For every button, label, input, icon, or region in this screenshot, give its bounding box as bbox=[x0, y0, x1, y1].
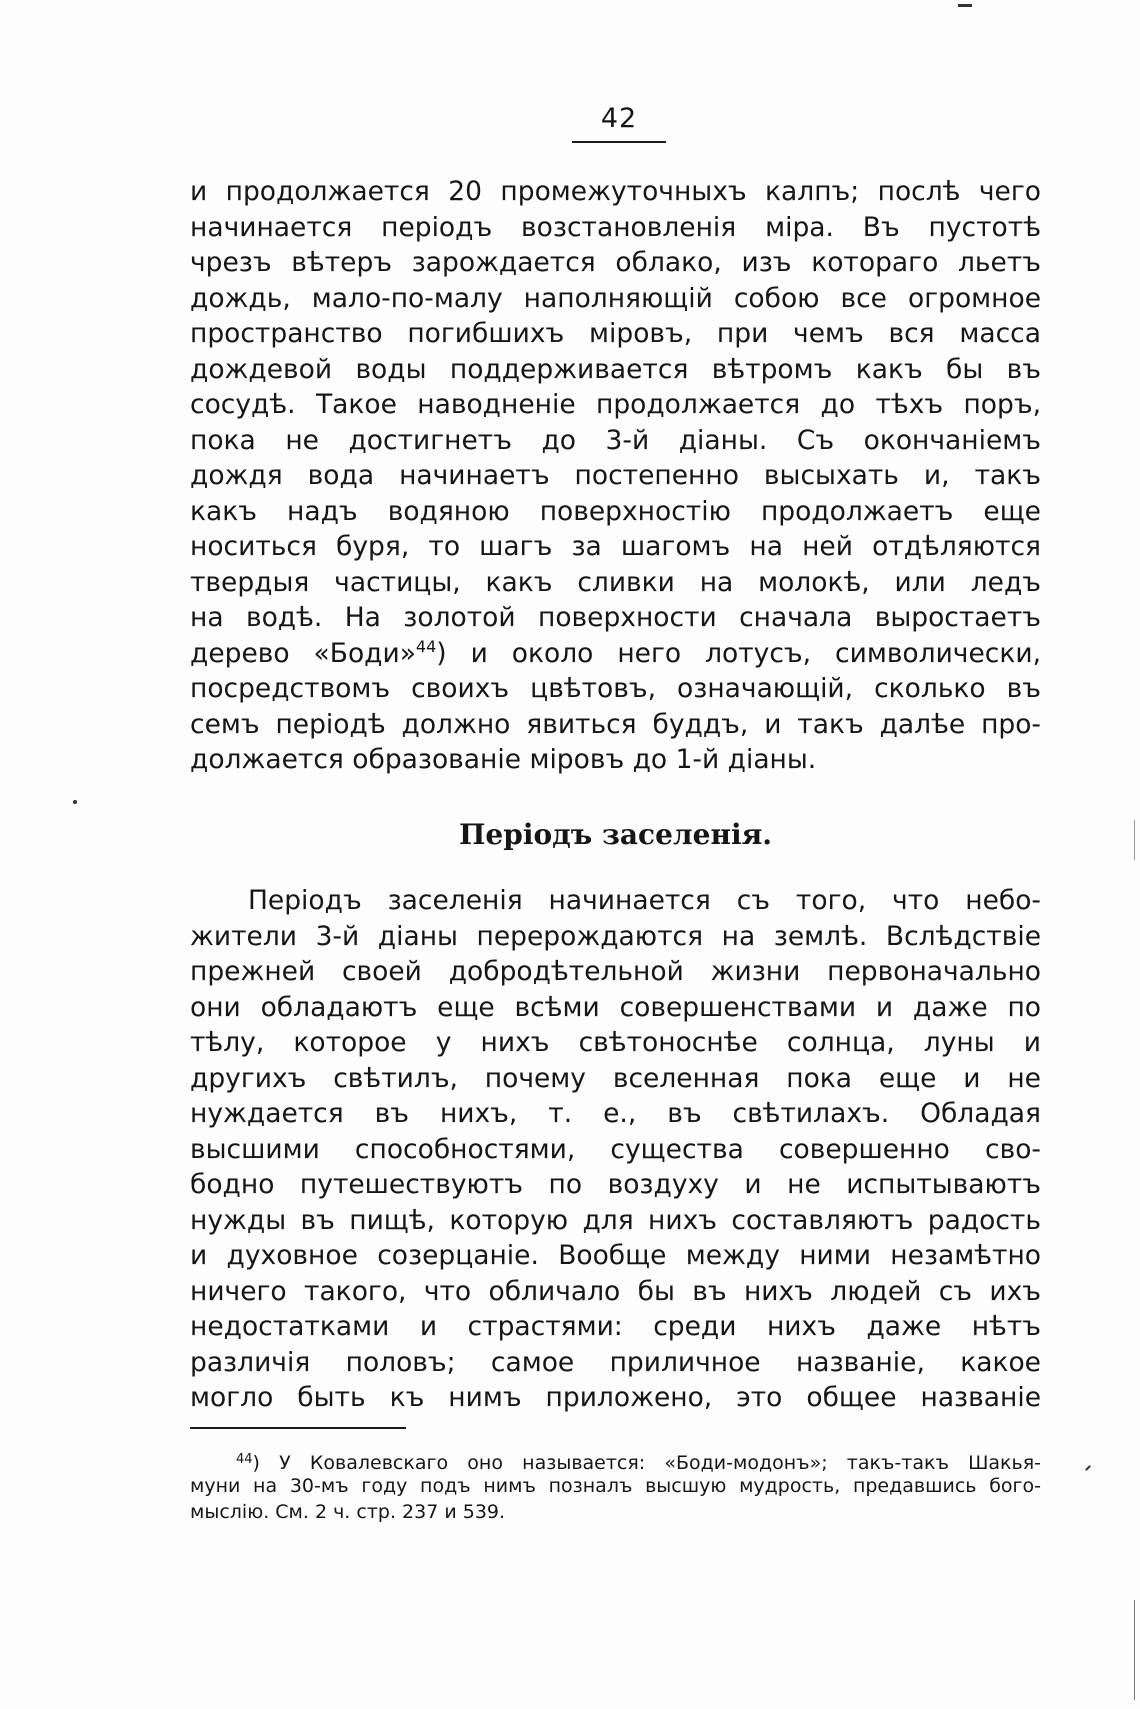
text-line: бодно путешествуютъ по воздуху и не испытываютъ bbox=[190, 1169, 1041, 1200]
text-line: прежней своей добродѣтельной жизни первоначально bbox=[190, 956, 1041, 987]
text-line: дождя вода начинаетъ постепенно высыхать и, такъ bbox=[190, 460, 1041, 491]
scan-speck bbox=[1085, 1465, 1091, 1471]
text-line: другихъ свѣтилъ, почему вселенная пока еще и не bbox=[190, 1062, 1041, 1094]
text-line: твердыя частицы, какъ сливки на молокѣ, или ледъ bbox=[190, 566, 1041, 598]
paragraph-1 bbox=[190, 174, 1041, 778]
scan-edge-line bbox=[1134, 820, 1135, 860]
text-line: дождевой воды поддерживается вѣтромъ какъ бы въ bbox=[190, 353, 1041, 385]
text-line: различія половъ; самое приличное названіе, какое bbox=[190, 1346, 1041, 1378]
scan-speck bbox=[958, 4, 972, 7]
text-line: высшими способностями, существа совершенно сво- bbox=[190, 1133, 1041, 1165]
footnote-separator bbox=[190, 1427, 406, 1429]
text-line: могло быть къ нимъ приложено, это общее названіе bbox=[190, 1382, 1041, 1413]
page-number: 42 bbox=[600, 103, 638, 134]
text-line: какъ надъ водяною поверхностію продолжаетъ еще bbox=[190, 495, 1041, 527]
paragraph-2 bbox=[190, 883, 1041, 1416]
text-line: начинается періодъ возстановленія міра. Въ пустотѣ bbox=[190, 211, 1041, 243]
text-line: нуждается въ нихъ, т. е., въ свѣтилахъ. Обладая bbox=[190, 1098, 1041, 1129]
text-line: жители 3-й діаны перерождаются на землѣ. Вслѣдствіе bbox=[190, 920, 1041, 952]
text-line: сосудѣ. Такое наводненіе продолжается до тѣхъ поръ, bbox=[190, 389, 1041, 420]
text-line: ничего такого, что обличало бы въ нихъ людей съ ихъ bbox=[190, 1275, 1041, 1307]
text-line: они обладаютъ еще всѣми совершенствами и даже по bbox=[190, 991, 1041, 1023]
text-line: чрезъ вѣтеръ зарождается облако, изъ котораго льетъ bbox=[190, 247, 1041, 278]
footnote-marker: 44 bbox=[236, 1452, 253, 1467]
text-fragment: ) и около него лотусъ, символически, bbox=[436, 637, 1041, 669]
text-line: семъ періодѣ должно явиться буддъ, и такъ далѣе про- bbox=[190, 708, 1041, 740]
footnote-text: ) У Ковалевскаго оно называется: «Боди-модонъ»; такъ-такъ Шакья- bbox=[252, 1452, 1041, 1474]
text-line: должается образованіе міровъ до 1-й діаны. bbox=[190, 744, 817, 775]
text-line: нужды въ пищѣ, которую для нихъ составляютъ радость bbox=[190, 1204, 1041, 1236]
text-line: дождь, мало-по-малу наполняющій собою все огромное bbox=[190, 282, 1041, 314]
page-number-underline bbox=[572, 141, 666, 143]
text-line: на водѣ. На золотой поверхности сначала выростаетъ bbox=[190, 602, 1041, 633]
text-line: посредствомъ своихъ цвѣтовъ, означающій, сколько въ bbox=[190, 673, 1041, 704]
footnote-reference-marker[interactable]: 44 bbox=[415, 636, 437, 656]
text-line: и духовное созерцаніе. Вообще между ними незамѣтно bbox=[190, 1240, 1041, 1271]
text-line: носиться буря, то шагъ за шагомъ на ней отдѣляются bbox=[190, 531, 1041, 562]
footnote-line bbox=[190, 1447, 1041, 1473]
scan-speck bbox=[73, 800, 77, 804]
text-line: тѣлу, которое у нихъ свѣтоноснѣе солнца, луны и bbox=[190, 1027, 1041, 1058]
text-line: Періодъ заселенія начинается съ того, что небо- bbox=[248, 885, 1041, 916]
text-fragment: дерево «Боди» bbox=[190, 637, 416, 669]
scan-edge-line bbox=[1134, 1600, 1135, 1700]
footnote bbox=[190, 1447, 1041, 1525]
section-heading: Періодъ заселенія. bbox=[458, 818, 773, 851]
text-line: пространство погибшихъ міровъ, при чемъ вся масса bbox=[190, 318, 1041, 349]
text-line: и продолжается 20 промежуточныхъ калпъ; послѣ чего bbox=[190, 176, 1041, 207]
text-line: недостатками и страстями: среди нихъ даже нѣтъ bbox=[190, 1311, 1041, 1342]
text-line: пока не достигнетъ до 3-й діаны. Съ окончаніемъ bbox=[190, 424, 1041, 456]
footnote-line: муни на 30-мъ году подъ нимъ позналъ высшую мудрость, предавшись бого- bbox=[190, 1475, 1041, 1497]
text-line-with-footnote-ref bbox=[190, 636, 1041, 672]
footnote-line: мыслію. См. 2 ч. стр. 237 и 539. bbox=[190, 1501, 506, 1523]
